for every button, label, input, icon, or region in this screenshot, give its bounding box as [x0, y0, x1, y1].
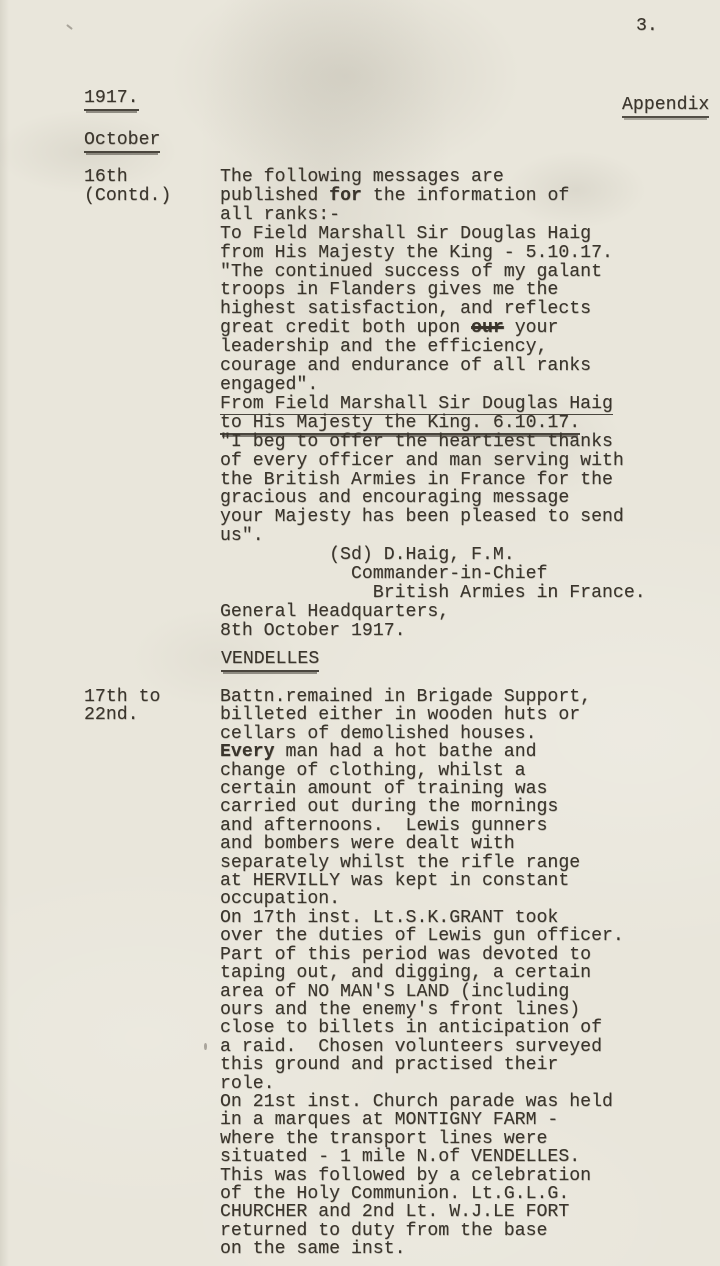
text-line: "I beg to offer the heartiest thanks — [220, 431, 613, 452]
text-line: change of clothing, whilst a — [220, 760, 526, 781]
text-line: highest satisfaction, and reflects — [220, 299, 592, 320]
text-line: in a marques at MONTIGNY FARM - — [220, 1110, 559, 1131]
text-line: over the duties of Lewis gun officer. — [220, 926, 624, 947]
text-line: separately whilst the rifle range — [220, 852, 581, 873]
text-line: on the same inst. — [220, 1239, 406, 1260]
text-line: Part of this period was devoted to — [220, 944, 592, 965]
text-line: (Contd.) — [84, 185, 172, 206]
text-line: the British Armies in France for the — [220, 469, 613, 490]
text-line: of every officer and man serving with — [220, 450, 624, 471]
text-line: us". — [220, 526, 264, 547]
text-line: great credit both upon our your — [220, 318, 559, 339]
text-line: Commander-in-Chief — [220, 564, 548, 585]
text-line: role. — [220, 1073, 275, 1094]
pen-mark — [66, 24, 73, 30]
text-line: The following messages are — [220, 167, 504, 187]
text-line: leadership and the efficiency, — [220, 337, 548, 358]
text-line: CHURCHER and 2nd Lt. W.J.LE FORT — [220, 1202, 570, 1223]
text-line: This was followed by a celebration — [220, 1165, 592, 1186]
text-line: carried out during the mornings — [220, 797, 559, 818]
month-heading: October — [84, 130, 160, 153]
text-line: where the transport lines were — [220, 1128, 548, 1149]
entry-body-17th-to-22nd — [220, 688, 624, 1259]
text-line: On 17th inst. Lt.S.K.GRANT took — [220, 907, 559, 928]
text-line: your Majesty has been pleased to send — [220, 507, 624, 528]
text-line: area of NO MAN'S LAND (including — [220, 981, 570, 1002]
text-line: Battn.remained in Brigade Support, — [220, 687, 592, 707]
text-line: gracious and encouraging message — [220, 488, 570, 509]
text-line: 16th — [84, 167, 128, 187]
text-line: engaged". — [220, 374, 319, 395]
text-line: published for the information of — [220, 185, 570, 206]
text-line: cellars of demolished houses. — [220, 723, 537, 744]
section-heading-vendelles: VENDELLES — [221, 649, 319, 672]
text-line: Every man had a hot bathe and — [220, 742, 537, 763]
page-number: 3. — [636, 16, 658, 36]
text-line: 8th October 1917. — [220, 620, 406, 641]
text-line: To Field Marshall Sir Douglas Haig — [220, 223, 592, 244]
text-line: (Sd) D.Haig, F.M. — [220, 545, 515, 566]
entry-date-16th-contd — [84, 168, 171, 206]
entry-body-16th — [220, 168, 646, 641]
text-line: situated - 1 mile N.of VENDELLES. — [220, 1147, 581, 1168]
text-line: troops in Flanders gives me the — [220, 280, 559, 301]
text-line: a raid. Chosen volunteers surveyed — [220, 1036, 602, 1057]
text-line: certain amount of training was — [220, 779, 548, 800]
text-line: to His Majesty the King. 6.10.17. — [220, 412, 581, 433]
text-line: ours and the enemy's front lines) — [220, 999, 581, 1020]
text-line: occupation. — [220, 889, 341, 910]
text-line: 22nd. — [84, 705, 139, 726]
text-line: courage and endurance of all ranks — [220, 356, 592, 377]
text-line: from His Majesty the King - 5.10.17. — [220, 242, 613, 263]
text-line: From Field Marshall Sir Douglas Haig — [220, 393, 613, 414]
text-line: this ground and practised their — [220, 1055, 559, 1076]
text-line: close to billets in anticipation of — [220, 1018, 602, 1039]
text-line: and bombers were dealt with — [220, 834, 515, 855]
appendix-heading: Appendix — [622, 95, 709, 118]
text-line: British Armies in France. — [220, 582, 646, 603]
entry-date-17th-to-22nd — [84, 688, 160, 725]
text-line: General Headquarters, — [220, 601, 450, 622]
year-heading: 1917. — [84, 88, 139, 111]
text-line: "The continued success of my galant — [220, 261, 602, 282]
text-line: billeted either in wooden huts or — [220, 705, 581, 726]
text-line: all ranks:- — [220, 204, 341, 225]
text-line: 17th to — [84, 687, 161, 707]
text-line: at HERVILLY was kept in constant — [220, 871, 570, 892]
text-line: taping out, and digging, a certain — [220, 963, 592, 984]
text-line: On 21st inst. Church parade was held — [220, 1091, 613, 1112]
text-line: returned to duty from the base — [220, 1220, 548, 1241]
text-line: of the Holy Communion. Lt.G.L.G. — [220, 1183, 570, 1204]
text-line: and afternoons. Lewis gunners — [220, 815, 548, 836]
ink-speck — [204, 1043, 207, 1050]
